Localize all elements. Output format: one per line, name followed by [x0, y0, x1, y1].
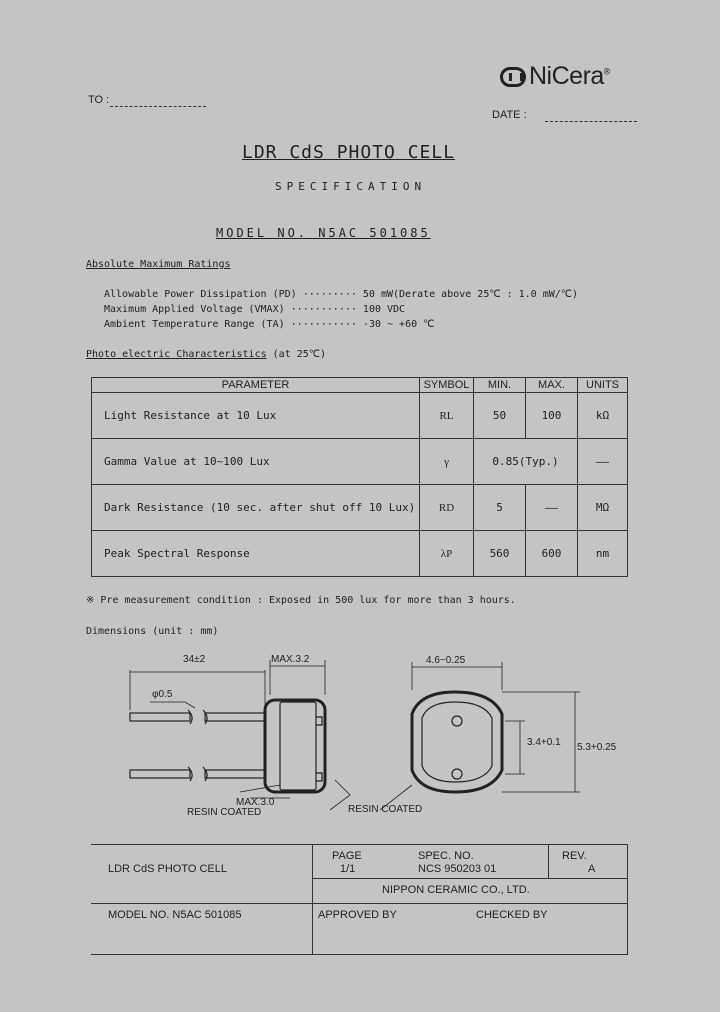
electrode-top — [452, 716, 462, 726]
footer-lower-rule — [91, 903, 628, 904]
cell-max: —— — [526, 485, 578, 531]
footer-checked: CHECKED BY — [476, 909, 548, 921]
col-parameter: PARAMETER — [92, 378, 420, 393]
ceramic-body-front — [422, 702, 492, 782]
rating-value: 100 VDC — [362, 304, 406, 315]
cell-symbol: γ — [420, 439, 474, 485]
cell-min: 560 — [474, 531, 526, 577]
cell-unit: MΩ — [578, 485, 628, 531]
cell-parameter: Light Resistance at 10 Lux — [92, 393, 420, 439]
dim-body-thickness: MAX.3.0 — [236, 797, 275, 808]
footer-page-value: 1/1 — [340, 863, 356, 875]
footer-page-label: PAGE — [332, 850, 362, 862]
rating-dots: ········· — [302, 289, 357, 300]
table-row — [92, 439, 628, 485]
rating-value: -30 ~ +60 ℃ — [362, 319, 435, 330]
to-field — [88, 94, 109, 106]
rating-dots: ··········· — [290, 304, 357, 315]
company-logo — [500, 62, 610, 91]
cell-parameter: Gamma Value at 10~100 Lux — [92, 439, 420, 485]
document-title: LDR CdS PHOTO CELL — [242, 142, 456, 163]
date-label: DATE : — [492, 109, 527, 121]
cell-symbol: RL — [420, 393, 474, 439]
measurement-note: ※ Pre measurement condition : Exposed in 500 lux for more than 3 hours. — [86, 595, 516, 606]
col-min: MIN. — [474, 378, 526, 393]
dim-lead-diameter: φ0.5 — [152, 689, 173, 700]
table-row — [92, 393, 628, 439]
rating-label: Allowable Power Dissipation (PD) — [104, 289, 297, 300]
cell-min: 5 — [474, 485, 526, 531]
cell-unit: nm — [578, 531, 628, 577]
photo-heading-line — [86, 349, 326, 360]
footer-rev-value: A — [588, 863, 596, 875]
footer-approved: APPROVED BY — [318, 909, 397, 921]
rating-value: 50 mW(Derate above 25℃ : 1.0 mW/℃) — [362, 289, 579, 300]
cell-min: 50 — [474, 393, 526, 439]
table-row — [92, 531, 628, 577]
footer-bottom-rule — [91, 954, 628, 955]
footer-model: MODEL NO. N5AC 501085 — [108, 909, 242, 921]
cell-symbol: RD — [420, 485, 474, 531]
nicera-logo-icon — [500, 67, 526, 87]
ceramic-body-side — [280, 702, 316, 790]
col-units: UNITS — [578, 378, 628, 393]
rating-row — [104, 289, 578, 300]
cell-unit: —— — [578, 439, 628, 485]
front-resin-label: RESIN COATED — [348, 804, 423, 815]
to-label: TO : — [88, 94, 110, 106]
footer-mid-rule — [312, 878, 627, 879]
rating-label: Maximum Applied Voltage (VMAX) — [104, 304, 285, 315]
dim-lead-length: 34±2 — [183, 654, 206, 665]
rating-row — [104, 304, 405, 315]
footer-product: LDR CdS PHOTO CELL — [108, 863, 228, 875]
footer-rev-label: REV. — [562, 850, 587, 862]
cell-typical: 0.85(Typ.) — [474, 439, 578, 485]
rating-label: Ambient Temperature Range (TA) — [104, 319, 285, 330]
dim-front-width: 4.6~0.25 — [426, 655, 466, 666]
to-blank-line — [110, 106, 206, 107]
photo-heading-note: (at 25℃) — [272, 349, 327, 360]
cell-symbol: λP — [420, 531, 474, 577]
table-row — [92, 485, 628, 531]
document-subtitle: SPECIFICATION — [275, 180, 427, 193]
date-blank-line — [545, 121, 637, 122]
electrode-bottom — [452, 769, 462, 779]
brand-name: NiCera — [529, 62, 604, 90]
dim-front-height: 5.3+0.25 — [577, 742, 617, 753]
dimensions-heading: Dimensions (unit : mm) — [86, 626, 219, 637]
footer-divider-rev — [548, 844, 549, 878]
registered-mark: ® — [603, 66, 610, 77]
col-symbol: SYMBOL — [420, 378, 474, 393]
side-resin-label: RESIN COATED — [187, 807, 262, 818]
rating-dots: ··········· — [290, 319, 357, 330]
cell-unit: kΩ — [578, 393, 628, 439]
characteristics-table — [91, 377, 628, 577]
model-number: MODEL NO. N5AC 501085 — [216, 226, 431, 240]
dim-electrode-pitch: 3.4+0.1 — [527, 737, 561, 748]
table-header-row — [92, 378, 628, 393]
footer-company: NIPPON CERAMIC CO., LTD. — [382, 884, 530, 896]
cell-parameter: Dark Resistance (10 sec. after shut off 10 Lux) — [92, 485, 420, 531]
cell-max: 600 — [526, 531, 578, 577]
rating-row — [104, 319, 434, 330]
cell-max: 100 — [526, 393, 578, 439]
footer-spec-value: NCS 950203 01 — [418, 863, 497, 875]
footer-divider-v — [312, 844, 313, 954]
footer-spec-label: SPEC. NO. — [418, 850, 474, 862]
resin-coating-front — [412, 692, 502, 792]
footer-right-rule — [627, 844, 628, 954]
dim-body-width: MAX.3.2 — [271, 654, 310, 665]
date-field — [492, 109, 527, 121]
lead-wire-top — [130, 710, 265, 724]
lead-wire-bottom — [130, 767, 265, 781]
absolute-ratings-heading: Absolute Maximum Ratings — [86, 259, 231, 270]
photo-heading: Photo electric Characteristics — [86, 349, 267, 360]
cell-parameter: Peak Spectral Response — [92, 531, 420, 577]
col-max: MAX. — [526, 378, 578, 393]
